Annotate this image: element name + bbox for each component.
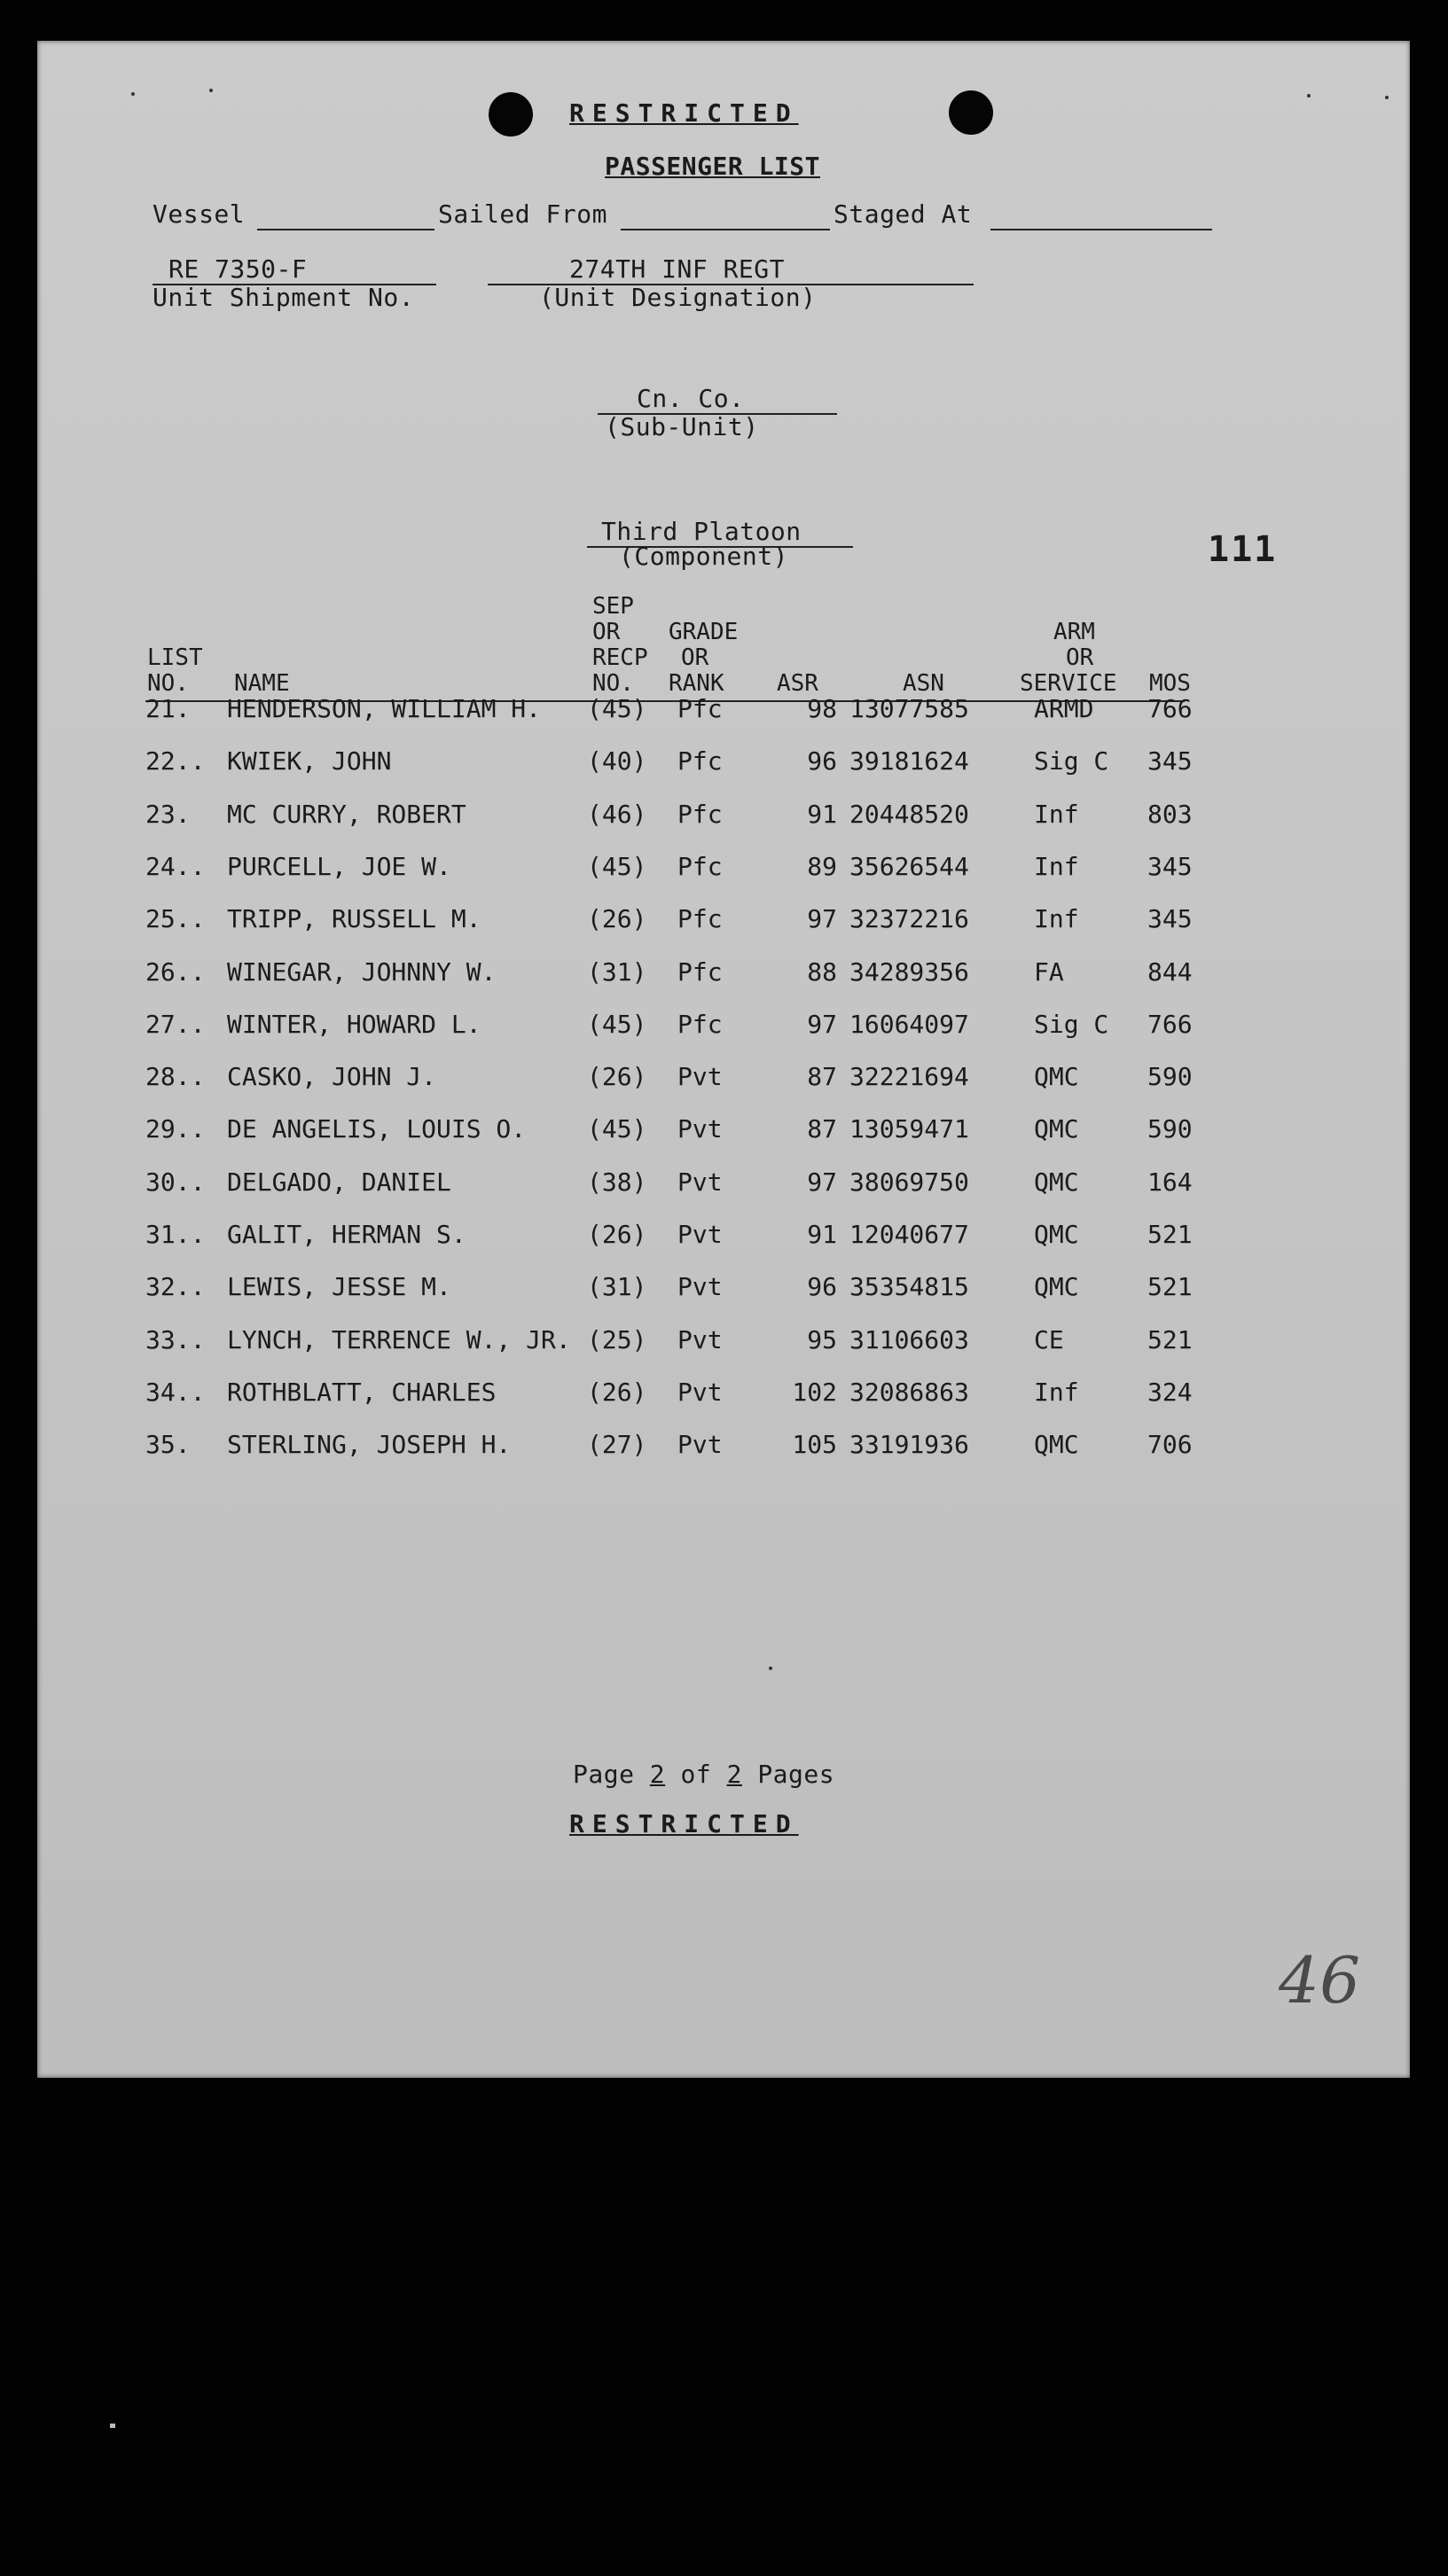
grade-cell: Pfc (677, 1009, 723, 1039)
sub-unit: Cn. Co. (637, 384, 745, 413)
asn-cell: 12040677 (849, 1220, 969, 1249)
asr-cell: 91 (807, 799, 837, 829)
table-row (37, 800, 1410, 836)
page-total: 2 (726, 1760, 742, 1789)
punch-hole-right (949, 90, 993, 135)
sep-cell: (31) (587, 1272, 647, 1302)
table-row (37, 1011, 1410, 1046)
grade-cell: Pvt (677, 1430, 723, 1460)
document-title: PASSENGER LIST (605, 152, 821, 181)
asn-header: ASN (903, 670, 944, 697)
asr-cell: 87 (807, 1114, 837, 1144)
arm-cell: Inf (1034, 904, 1079, 934)
list-no-cell: 30.. (145, 1167, 206, 1197)
name-cell: DELGADO, DANIEL (227, 1167, 451, 1197)
page-word: Page (573, 1760, 635, 1789)
list-no-cell: 33.. (145, 1324, 206, 1354)
name-cell: GALIT, HERMAN S. (227, 1220, 466, 1249)
asr-cell: 102 (792, 1377, 837, 1407)
list-no-cell: 28.. (145, 1062, 206, 1092)
asn-cell: 32372216 (849, 904, 969, 934)
name-cell: WINEGAR, JOHNNY W. (227, 956, 497, 987)
table-row (37, 695, 1410, 730)
sep-cell: (46) (587, 799, 647, 829)
asr-cell: 87 (807, 1062, 837, 1092)
name-cell: LEWIS, JESSE M. (227, 1272, 451, 1302)
name-cell: STERLING, JOSEPH H. (227, 1430, 512, 1460)
asr-cell: 98 (807, 694, 837, 723)
sep-cell: (31) (587, 956, 647, 987)
list-no-cell: 21. (145, 694, 191, 723)
paper-speck (1307, 94, 1311, 98)
arm-header: ARM OR SERVICE (1020, 619, 1117, 697)
table-row (37, 1378, 1410, 1414)
arm-cell: QMC (1034, 1430, 1079, 1460)
restricted-heading: RESTRICTED (569, 98, 799, 128)
name-cell: MC CURRY, ROBERT (227, 799, 466, 829)
grade-cell: Pvt (677, 1167, 723, 1197)
name-cell: LYNCH, TERRENCE W., JR. (227, 1324, 571, 1354)
asr-cell: 96 (807, 746, 837, 777)
grade-cell: Pfc (677, 799, 723, 829)
grade-cell: Pfc (677, 694, 723, 723)
asr-cell: 96 (807, 1272, 837, 1302)
arm-cell: QMC (1034, 1167, 1079, 1197)
vessel-label: Vessel (153, 199, 246, 229)
mos-cell: 521 (1147, 1220, 1193, 1249)
grade-cell: Pvt (677, 1377, 723, 1407)
asn-cell: 20448520 (849, 799, 969, 829)
sep-cell: (26) (587, 1377, 647, 1407)
arm-cell: CE (1034, 1324, 1064, 1354)
arm-cell: Inf (1034, 851, 1079, 881)
mos-cell: 706 (1147, 1430, 1193, 1460)
list-no-cell: 31.. (145, 1220, 206, 1249)
asn-cell: 34289356 (849, 956, 969, 987)
list-no-cell: 29.. (145, 1114, 206, 1144)
arm-cell: QMC (1034, 1062, 1079, 1092)
mos-cell: 164 (1147, 1167, 1193, 1197)
film-speck (110, 2424, 115, 2428)
list-no-cell: 22.. (145, 746, 206, 777)
asr-cell: 97 (807, 1167, 837, 1197)
list-no-cell: 32.. (145, 1272, 206, 1302)
mos-cell: 521 (1147, 1272, 1193, 1302)
name-cell: ROTHBLATT, CHARLES (227, 1377, 497, 1407)
list-no-cell: 23. (145, 799, 191, 829)
table-row (37, 1431, 1410, 1466)
list-no-cell: 25.. (145, 904, 206, 934)
punch-hole-left (489, 92, 533, 137)
arm-cell: QMC (1034, 1114, 1079, 1144)
sep-cell: (45) (587, 1009, 647, 1039)
asn-cell: 13077585 (849, 694, 969, 723)
grade-cell: Pfc (677, 851, 723, 881)
mos-cell: 345 (1147, 904, 1193, 934)
paper-speck (131, 92, 135, 96)
table-row (37, 1115, 1410, 1151)
unit-designation: 274TH INF REGT (569, 254, 786, 284)
mos-cell: 521 (1147, 1324, 1193, 1354)
sep-cell: (26) (587, 1220, 647, 1249)
mos-cell: 324 (1147, 1377, 1193, 1407)
mos-cell: 766 (1147, 694, 1193, 723)
handwritten-number: 46 (1279, 1943, 1361, 2018)
grade-cell: Pfc (677, 904, 723, 934)
asr-cell: 97 (807, 904, 837, 934)
unit-designation-label: (Unit Designation) (539, 283, 817, 312)
name-cell: DE ANGELIS, LOUIS O. (227, 1114, 527, 1144)
asn-cell: 35354815 (849, 1272, 969, 1302)
sep-cell: (38) (587, 1167, 647, 1197)
name-cell: TRIPP, RUSSELL M. (227, 904, 481, 934)
sailed-from-blank (621, 229, 830, 230)
list-no-cell: 34.. (145, 1377, 206, 1407)
arm-cell: Inf (1034, 799, 1079, 829)
list-no-cell: 26.. (145, 956, 206, 987)
grade-cell: Pvt (677, 1062, 723, 1092)
name-cell: PURCELL, JOE W. (227, 851, 451, 881)
paper-speck (209, 89, 213, 92)
sep-cell: (25) (587, 1324, 647, 1354)
mos-cell: 803 (1147, 799, 1193, 829)
table-row (37, 905, 1410, 941)
mos-cell: 590 (1147, 1062, 1193, 1092)
mos-header: MOS (1149, 670, 1191, 697)
grade-cell: Pvt (677, 1220, 723, 1249)
asr-cell: 89 (807, 851, 837, 881)
page-current: 2 (649, 1760, 666, 1789)
asr-cell: 91 (807, 1220, 837, 1249)
asn-cell: 13059471 (849, 1114, 969, 1144)
asn-cell: 35626544 (849, 851, 969, 881)
list-no-cell: 35. (145, 1430, 191, 1460)
grade-cell: Pvt (677, 1272, 723, 1302)
list-no-cell: 27.. (145, 1009, 206, 1039)
asr-cell: 95 (807, 1324, 837, 1354)
sep-cell: (45) (587, 1114, 647, 1144)
restricted-footer: RESTRICTED (569, 1809, 799, 1838)
arm-cell: QMC (1034, 1220, 1079, 1249)
sailed-from-label: Sailed From (438, 199, 607, 229)
table-row (37, 1326, 1410, 1362)
arm-cell: Inf (1034, 1377, 1079, 1407)
sep-header: SEP OR RECP NO. (592, 593, 648, 697)
grade-cell: Pfc (677, 746, 723, 777)
vessel-blank (257, 229, 434, 230)
table-row (37, 1168, 1410, 1204)
mos-cell: 844 (1147, 956, 1193, 987)
name-cell: CASKO, JOHN J. (227, 1062, 437, 1092)
paper-speck (1385, 96, 1389, 99)
mos-cell: 766 (1147, 1009, 1193, 1039)
table-row (37, 1273, 1410, 1308)
name-header: NAME (234, 670, 290, 697)
asn-cell: 38069750 (849, 1167, 969, 1197)
component-label: (Component) (619, 542, 788, 571)
mos-cell: 345 (1147, 851, 1193, 881)
arm-cell: Sig C (1034, 1009, 1109, 1039)
passenger-table (37, 695, 1410, 1510)
arm-cell: Sig C (1034, 746, 1109, 777)
staged-at-blank (990, 229, 1212, 230)
asr-cell: 88 (807, 956, 837, 987)
grade-header: GRADE OR RANK (669, 619, 739, 697)
mos-cell: 590 (1147, 1114, 1193, 1144)
name-cell: HENDERSON, WILLIAM H. (227, 694, 542, 723)
name-cell: WINTER, HOWARD L. (227, 1009, 481, 1039)
asn-cell: 32221694 (849, 1062, 969, 1092)
sep-cell: (45) (587, 851, 647, 881)
list-no-cell: 24.. (145, 851, 206, 881)
asn-cell: 16064097 (849, 1009, 969, 1039)
mos-cell: 345 (1147, 746, 1193, 777)
unit-shipment-no: RE 7350-F (168, 254, 308, 284)
table-row (37, 958, 1410, 994)
asr-header: ASR (777, 670, 818, 697)
table-row (37, 747, 1410, 783)
sheet-number: 111 (1208, 529, 1278, 570)
arm-cell: ARMD (1034, 694, 1094, 723)
sep-cell: (40) (587, 746, 647, 777)
sep-cell: (26) (587, 1062, 647, 1092)
paper-speck (769, 1667, 772, 1670)
pages-word: Pages (757, 1760, 835, 1789)
asn-cell: 33191936 (849, 1430, 969, 1460)
table-row (37, 1063, 1410, 1098)
table-row (37, 1221, 1410, 1256)
of-word: of (680, 1760, 712, 1789)
sep-cell: (27) (587, 1430, 647, 1460)
component: Third Platoon (601, 517, 802, 546)
arm-cell: QMC (1034, 1272, 1079, 1302)
asn-cell: 32086863 (849, 1377, 969, 1407)
staged-at-label: Staged At (834, 199, 973, 229)
document-page (37, 41, 1410, 2078)
sep-cell: (45) (587, 694, 647, 723)
list-no-header: LIST NO. (147, 644, 203, 697)
grade-cell: Pfc (677, 956, 723, 987)
sub-unit-label: (Sub-Unit) (605, 412, 759, 441)
table-row (37, 853, 1410, 888)
sep-cell: (26) (587, 904, 647, 934)
asr-cell: 105 (792, 1430, 837, 1460)
page-indicator (573, 1760, 834, 1789)
unit-shipment-label: Unit Shipment No. (153, 283, 415, 312)
asn-cell: 39181624 (849, 746, 969, 777)
asr-cell: 97 (807, 1009, 837, 1039)
asn-cell: 31106603 (849, 1324, 969, 1354)
grade-cell: Pvt (677, 1114, 723, 1144)
name-cell: KWIEK, JOHN (227, 746, 392, 777)
arm-cell: FA (1034, 956, 1064, 987)
grade-cell: Pvt (677, 1324, 723, 1354)
